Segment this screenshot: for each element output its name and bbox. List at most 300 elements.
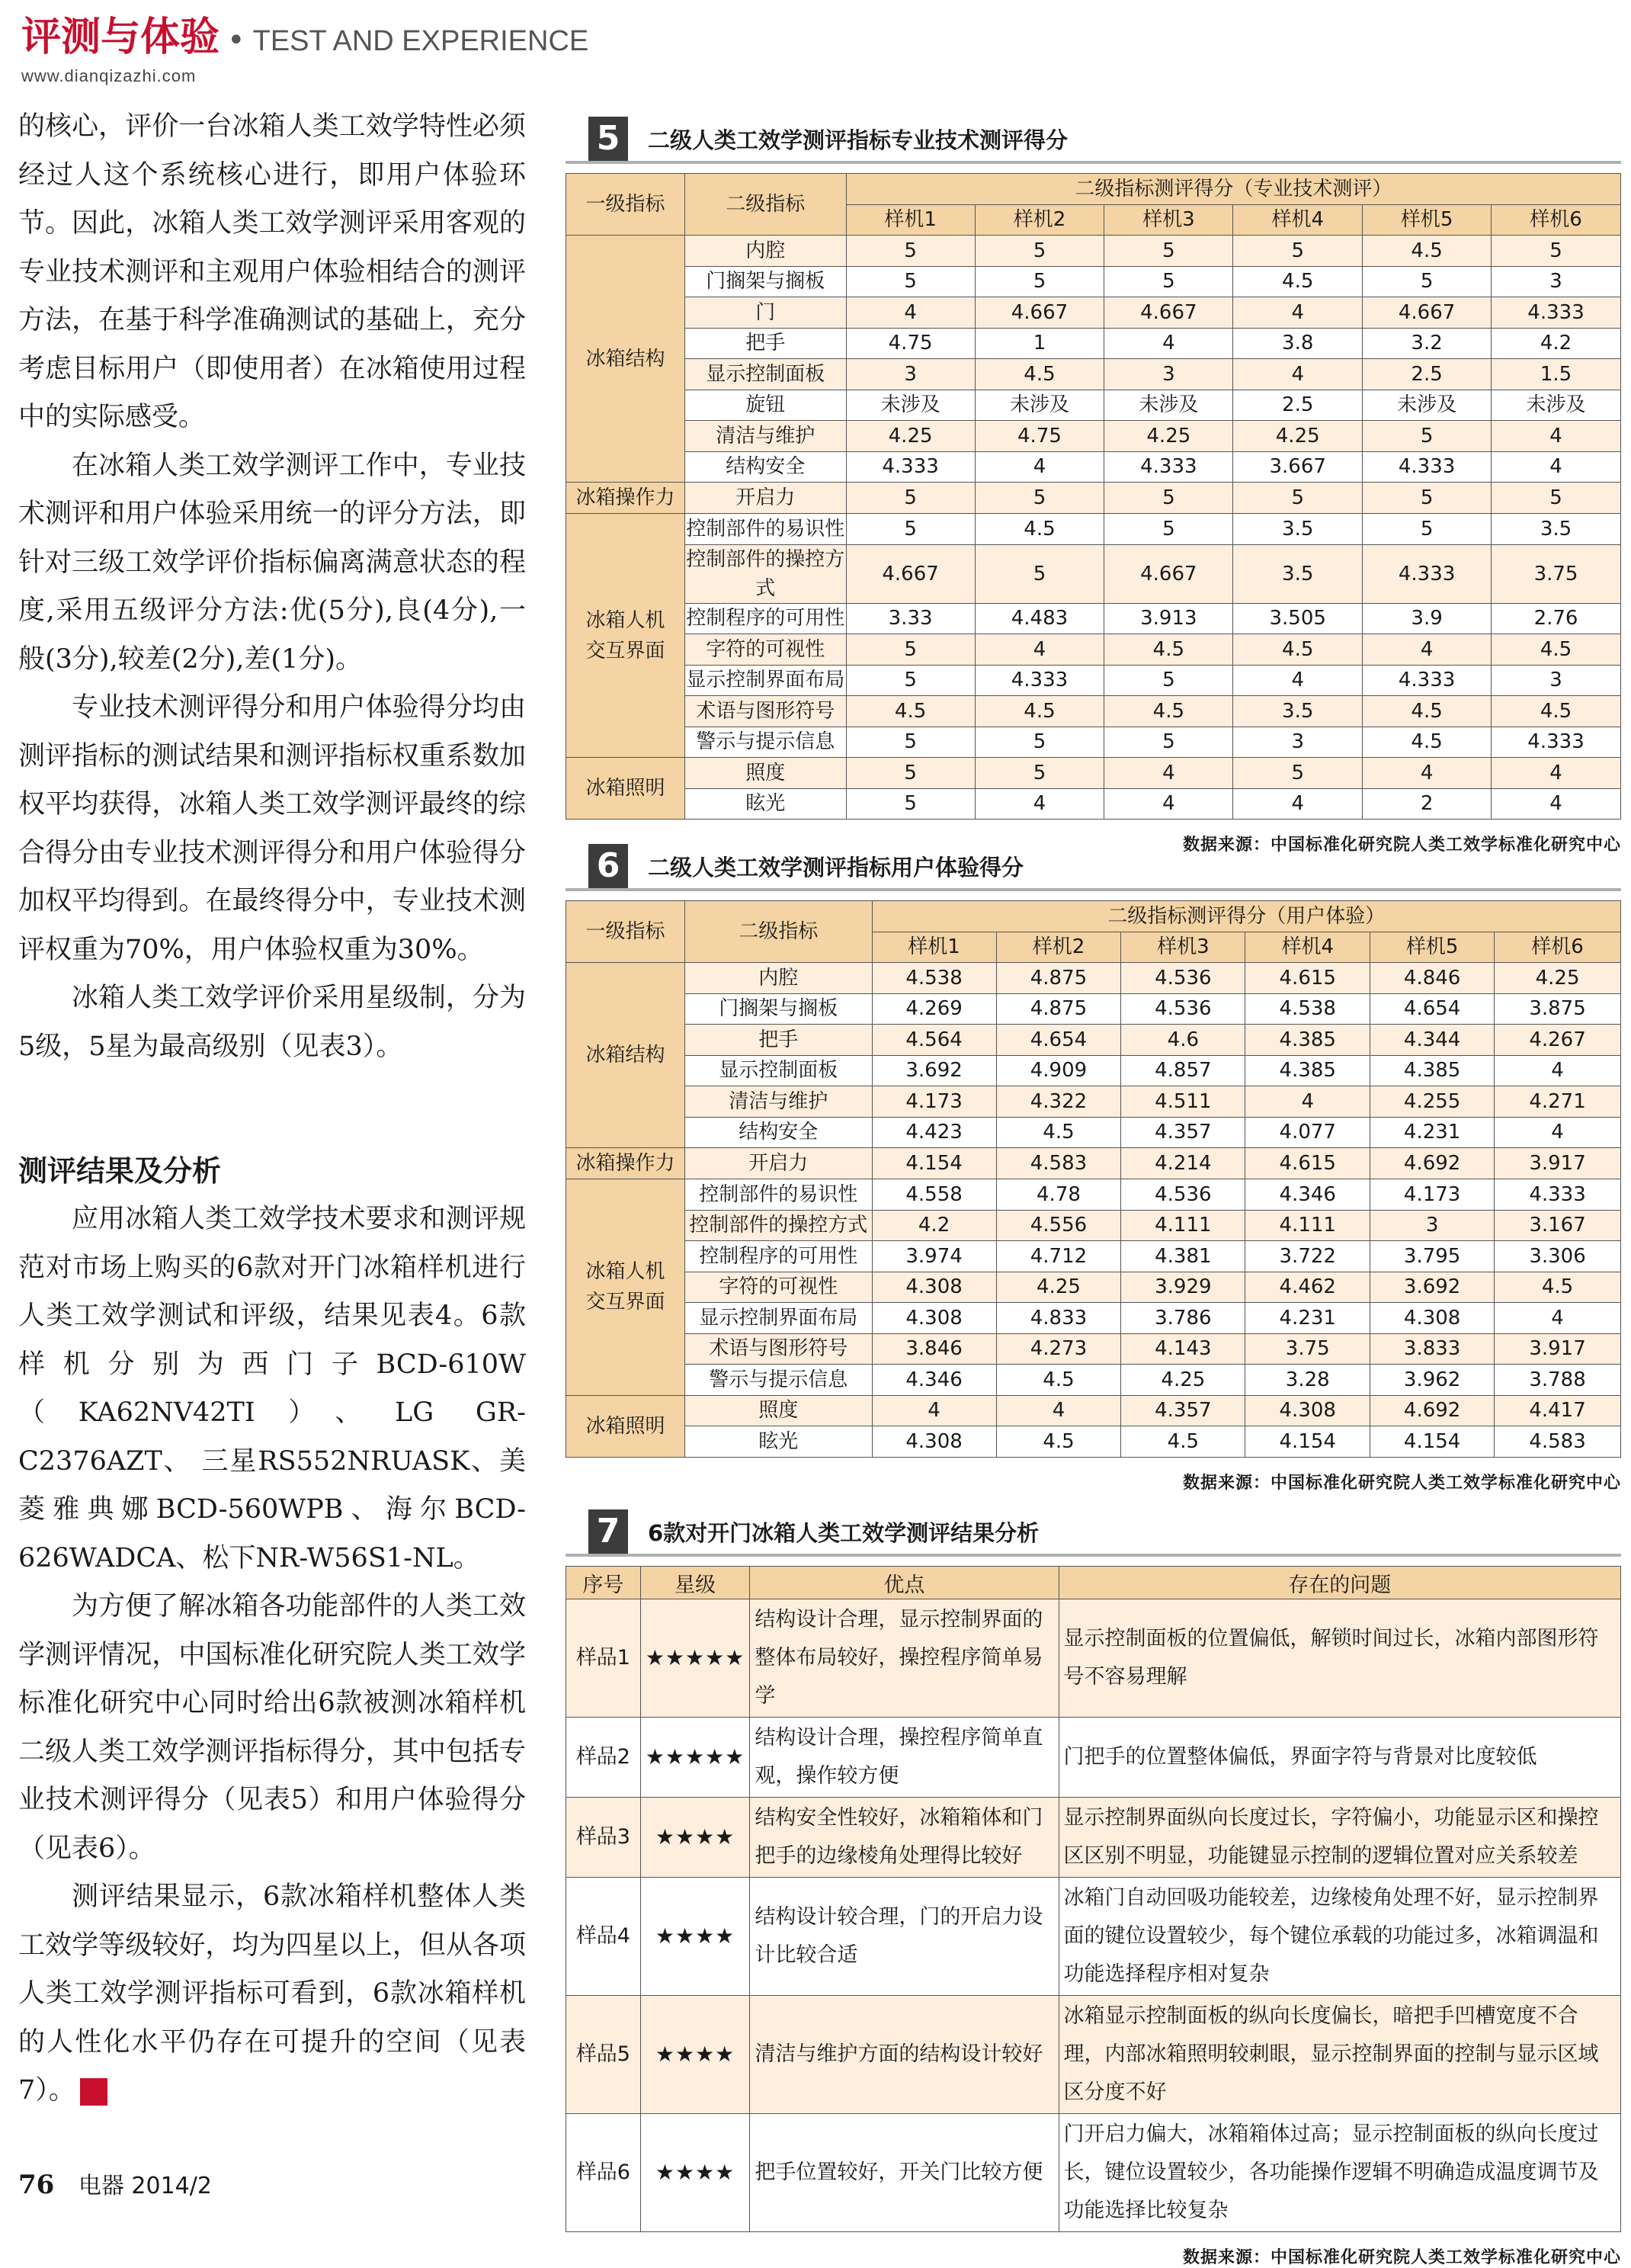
score-cell: 4	[1233, 665, 1363, 696]
score-cell: 4	[1363, 634, 1492, 666]
score-cell: 4.333	[1495, 1179, 1621, 1211]
sample-id-cell: 样品3	[566, 1798, 641, 1878]
score-cell: 4.712	[996, 1241, 1121, 1272]
table-6-source: 数据来源：中国标准化研究院人类工效学标准化研究中心	[1182, 1472, 1621, 1493]
level1-indicator-cell: 冰箱操作力	[566, 483, 685, 514]
score-cell: 3.5	[1233, 544, 1363, 603]
score-cell: 5	[975, 266, 1104, 297]
table-row	[566, 1798, 1621, 1878]
score-cell: 4.385	[1245, 1055, 1370, 1086]
score-cell: 5	[975, 483, 1104, 514]
score-cell: 4.333	[1104, 451, 1233, 483]
table-row	[566, 1025, 1621, 1056]
level2-indicator-cell: 结构安全	[684, 451, 846, 483]
score-cell: 5	[846, 788, 975, 820]
score-cell: 4.333	[1492, 297, 1621, 329]
score-cell: 4.5	[1121, 1426, 1245, 1458]
level2-indicator-cell: 内腔	[684, 963, 872, 994]
page-footer	[18, 2167, 212, 2200]
level1-indicator-cell: 冰箱结构	[566, 963, 685, 1148]
table-row	[566, 359, 1621, 390]
level2-indicator-cell: 门搁架与搁板	[684, 266, 846, 297]
level2-indicator-cell: 控制部件的操控方式	[684, 544, 846, 603]
score-cell: 3.75	[1245, 1333, 1370, 1365]
score-cell: 4.357	[1121, 1395, 1245, 1426]
cons-cell: 显示控制面板的位置偏低，解锁时间过长，冰箱内部图形符号不容易理解	[1059, 1599, 1620, 1718]
score-cell: 4.5	[975, 696, 1104, 727]
level2-indicator-cell: 字符的可视性	[684, 1272, 872, 1303]
score-cell: 未涉及	[1492, 390, 1621, 421]
score-cell: 5	[1233, 483, 1363, 514]
score-cell: 5	[1233, 236, 1363, 267]
score-cell: 2.5	[1233, 390, 1363, 421]
score-cell: 4.308	[872, 1426, 996, 1458]
table-6-header-group: 二级指标测评得分（用户体验）	[872, 901, 1620, 932]
table-7-header-stars: 星级	[640, 1567, 750, 1599]
score-cell: 4.846	[1370, 963, 1495, 994]
table-7-header-cons: 存在的问题	[1059, 1567, 1620, 1599]
score-cell: 4	[1495, 1303, 1621, 1334]
website-url[interactable]: www.dianqizazhi.com	[21, 66, 197, 85]
score-cell: 4.564	[872, 1025, 996, 1056]
table-row	[566, 1272, 1621, 1303]
score-cell: 5	[1363, 421, 1492, 452]
cons-cell: 显示控制界面纵向长度过长，字符偏小，功能显示区和操控区区别不明显，功能键显示控制的逻辑位置对应关系较差	[1059, 1798, 1620, 1878]
table-row	[566, 1878, 1621, 1996]
level2-indicator-cell: 显示控制界面布局	[684, 1303, 872, 1334]
pros-cell: 结构安全性较好，冰箱箱体和门把手的边缘棱角处理得比较好	[750, 1798, 1059, 1878]
table-row	[566, 1210, 1621, 1241]
score-cell: 4.538	[872, 963, 996, 994]
level2-indicator-cell: 控制程序的可用性	[684, 1241, 872, 1272]
level2-indicator-cell: 门	[684, 297, 846, 329]
paragraph-4: 冰箱人类工效学评价采用星级制，分为5级，5星为最高级别（见表3）。	[18, 983, 526, 1062]
table-row	[566, 1241, 1621, 1272]
score-cell: 3.75	[1492, 544, 1621, 603]
score-cell: 4.667	[975, 297, 1104, 329]
level2-indicator-cell: 控制部件的操控方式	[684, 1210, 872, 1241]
score-cell: 4.667	[846, 544, 975, 603]
score-cell: 3.722	[1245, 1241, 1370, 1272]
section-name: 评测与体验	[21, 14, 220, 60]
score-cell: 1.5	[1492, 359, 1621, 390]
score-cell: 5	[846, 665, 975, 696]
table-6-sample-header: 样机1	[872, 932, 996, 963]
score-cell: 4.308	[872, 1272, 996, 1303]
cons-cell: 冰箱门自动回吸功能较差，边缘棱角处理不好，显示控制界面的键位设置较少，每个键位承载的功能过多，冰箱调温和功能选择程序相对复杂	[1059, 1878, 1620, 1996]
score-cell: 5	[1104, 236, 1233, 267]
sample-id-cell: 样品6	[566, 2114, 641, 2232]
star-rating-cell: ★★★★	[640, 1798, 750, 1878]
score-cell: 4	[1495, 1055, 1621, 1086]
score-cell: 2	[1363, 788, 1492, 820]
score-cell: 4	[846, 297, 975, 329]
score-cell: 3.962	[1370, 1365, 1495, 1396]
score-cell: 3.8	[1233, 328, 1363, 359]
score-cell: 4.333	[846, 451, 975, 483]
score-cell: 4.583	[1495, 1426, 1621, 1458]
score-cell: 4	[1104, 758, 1233, 789]
score-cell: 4	[975, 634, 1104, 666]
score-cell: 5	[1104, 483, 1233, 514]
score-cell: 4.667	[1363, 297, 1492, 329]
table-row	[566, 390, 1621, 421]
score-cell: 4.615	[1245, 1148, 1370, 1179]
score-cell: 3.917	[1495, 1148, 1621, 1179]
table-row	[566, 1599, 1621, 1718]
table-6-number: 6	[588, 844, 628, 888]
table-5-sample-header: 样机4	[1233, 204, 1363, 236]
paragraph-1: 的核心，评价一台冰箱人类工效学特性必须经过人这个系统核心进行，即用户体验环节。因此，冰箱人类工效学测评采用客观的专业技术测评和主观用户体验相结合的测评方法，在基于科学准确测试的基础上，充分考虑目标用户（即使用者）在冰箱使用过程中的实际感受。	[18, 111, 526, 432]
score-cell: 4.5	[996, 1117, 1121, 1148]
score-cell: 3.846	[872, 1333, 996, 1365]
score-cell: 4.5	[1363, 236, 1492, 267]
score-cell: 4	[1492, 451, 1621, 483]
table-7-number: 7	[588, 1509, 628, 1554]
score-cell: 3.929	[1121, 1272, 1245, 1303]
score-cell: 5	[846, 634, 975, 666]
table-5-header-level2: 二级指标	[684, 174, 846, 236]
score-cell: 4.25	[846, 421, 975, 452]
score-cell: 5	[846, 727, 975, 758]
table-row	[566, 1333, 1621, 1365]
score-cell: 4.5	[1233, 266, 1363, 297]
score-cell: 4	[1495, 1117, 1621, 1148]
table-row	[566, 1179, 1621, 1211]
score-cell: 5	[846, 236, 975, 267]
table-7-header-pros: 优点	[750, 1567, 1059, 1599]
score-cell: 4.654	[1370, 993, 1495, 1025]
table-6-title: 二级人类工效学测评指标用户体验得分	[648, 854, 1024, 881]
score-cell: 4.5	[996, 1365, 1121, 1396]
table-5-body	[566, 236, 1621, 820]
table-5-title: 二级人类工效学测评指标专业技术测评得分	[648, 127, 1069, 153]
level2-indicator-cell: 字符的可视性	[684, 634, 846, 666]
table-row	[566, 1148, 1621, 1179]
score-cell: 3.833	[1370, 1333, 1495, 1365]
score-cell: 3	[1492, 266, 1621, 297]
table-row	[566, 788, 1621, 820]
level2-indicator-cell: 把手	[684, 328, 846, 359]
score-cell: 3.692	[1370, 1272, 1495, 1303]
table-row	[566, 2114, 1621, 2232]
score-cell: 3.974	[872, 1241, 996, 1272]
end-mark-logo: 电器	[80, 2078, 107, 2106]
table-5-sample-header: 样机2	[975, 204, 1104, 236]
table-row	[566, 758, 1621, 789]
score-cell: 未涉及	[846, 390, 975, 421]
score-cell: 3.28	[1245, 1365, 1370, 1396]
score-cell: 5	[1363, 266, 1492, 297]
score-cell: 5	[975, 544, 1104, 603]
table-row	[566, 483, 1621, 514]
table-5-sample-header: 样机6	[1492, 204, 1621, 236]
score-cell: 4.5	[1495, 1272, 1621, 1303]
table-5-source: 数据来源：中国标准化研究院人类工效学标准化研究中心	[1182, 835, 1621, 855]
score-cell: 4.273	[996, 1333, 1121, 1365]
score-cell: 3	[846, 359, 975, 390]
score-cell: 5	[975, 236, 1104, 267]
table-5-number: 5	[588, 117, 628, 161]
score-cell: 4.346	[1245, 1179, 1370, 1211]
magazine-issue: 电器 2014/2	[78, 2173, 212, 2199]
score-cell: 4.143	[1121, 1333, 1245, 1365]
score-cell: 4.231	[1370, 1117, 1495, 1148]
score-cell: 4.154	[1245, 1426, 1370, 1458]
score-cell: 3	[1370, 1210, 1495, 1241]
table-row	[566, 236, 1621, 267]
table-row	[566, 297, 1621, 329]
score-cell: 未涉及	[1104, 390, 1233, 421]
level2-indicator-cell: 警示与提示信息	[684, 727, 846, 758]
score-cell: 4.692	[1370, 1395, 1495, 1426]
pros-cell: 结构设计合理，显示控制界面的整体布局较好，操控程序简单易学	[750, 1599, 1059, 1718]
level1-indicator-cell: 冰箱人机交互界面	[566, 514, 685, 758]
score-cell: 3.2	[1363, 328, 1492, 359]
score-cell: 4.875	[996, 963, 1121, 994]
pros-cell: 把手位置较好，开关门比较方便	[750, 2114, 1059, 2232]
score-cell: 4.909	[996, 1055, 1121, 1086]
level2-indicator-cell: 显示控制界面布局	[684, 665, 846, 696]
level2-indicator-cell: 警示与提示信息	[684, 1365, 872, 1396]
score-cell: 5	[1104, 266, 1233, 297]
page-number: 76	[18, 2170, 55, 2200]
score-cell: 4	[872, 1395, 996, 1426]
score-cell: 4.654	[996, 1025, 1121, 1056]
table-row	[566, 266, 1621, 297]
score-cell: 5	[975, 727, 1104, 758]
score-cell: 3.692	[872, 1055, 996, 1086]
score-cell: 4.615	[1245, 963, 1370, 994]
pros-cell: 结构设计较合理，门的开启力设计比较合适	[750, 1878, 1059, 1996]
score-cell: 4.5	[996, 1426, 1121, 1458]
score-cell: 4.333	[1363, 451, 1492, 483]
score-cell: 4.25	[1104, 421, 1233, 452]
table-5-sample-header: 样机3	[1104, 204, 1233, 236]
score-cell: 4.357	[1121, 1117, 1245, 1148]
table-row	[566, 1718, 1621, 1798]
score-cell: 5	[975, 758, 1104, 789]
score-cell: 4.5	[846, 696, 975, 727]
table-row	[566, 727, 1621, 758]
pros-cell: 清洁与维护方面的结构设计较好	[750, 1996, 1059, 2114]
score-cell: 5	[1104, 514, 1233, 545]
table-row	[566, 665, 1621, 696]
score-cell: 3.795	[1370, 1241, 1495, 1272]
table-row	[566, 1395, 1621, 1426]
score-cell: 4.25	[996, 1272, 1121, 1303]
score-cell: 4.692	[1370, 1148, 1495, 1179]
score-cell: 5	[846, 514, 975, 545]
score-cell: 4.583	[996, 1148, 1121, 1179]
score-cell: 4.077	[1245, 1117, 1370, 1148]
score-cell: 3.167	[1495, 1210, 1621, 1241]
table-6-sample-header: 样机5	[1370, 932, 1495, 963]
score-cell: 3.875	[1495, 993, 1621, 1025]
level2-indicator-cell: 控制部件的易识性	[684, 1179, 872, 1211]
score-cell: 未涉及	[1363, 390, 1492, 421]
pros-cell: 结构设计合理，操控程序简单直观，操作较方便	[750, 1718, 1059, 1798]
score-cell: 4.333	[1492, 727, 1621, 758]
score-cell: 4.346	[872, 1365, 996, 1396]
score-cell: 4	[1104, 328, 1233, 359]
level2-indicator-cell: 内腔	[684, 236, 846, 267]
table-6-block	[566, 844, 1621, 1493]
header-bullet: •	[227, 23, 245, 58]
level2-indicator-cell: 术语与图形符号	[684, 1333, 872, 1365]
score-cell: 3.9	[1363, 603, 1492, 634]
score-cell: 5	[846, 483, 975, 514]
level2-indicator-cell: 显示控制面板	[684, 359, 846, 390]
score-cell: 4.667	[1104, 544, 1233, 603]
level1-indicator-cell: 冰箱结构	[566, 236, 685, 483]
score-cell: 4.255	[1370, 1086, 1495, 1118]
score-cell: 4.173	[1370, 1179, 1495, 1211]
level2-indicator-cell: 控制部件的易识性	[684, 514, 846, 545]
table-row	[566, 328, 1621, 359]
score-cell: 3.667	[1233, 451, 1363, 483]
star-rating-cell: ★★★★	[640, 2114, 750, 2232]
score-cell: 4.154	[1370, 1426, 1495, 1458]
paragraph-6: 为方便了解冰箱各功能部件的人类工效学测评情况，中国标准化研究院人类工效学标准化研究中心同时给出6款被测冰箱样机二级人类工效学测评指标得分，其中包括专业技术测评得分（见表5）和用户体验得分（见表6）。	[18, 1591, 526, 1864]
table-7-body	[566, 1599, 1621, 2232]
score-cell: 4.5	[1492, 634, 1621, 666]
level2-indicator-cell: 显示控制面板	[684, 1055, 872, 1086]
table-7-block	[566, 1509, 1621, 2268]
table-7-title: 6款对开门冰箱人类工效学测评结果分析	[648, 1519, 1040, 1546]
table-6-sample-header: 样机3	[1121, 932, 1245, 963]
cons-cell: 冰箱显示控制面板的纵向长度偏长，暗把手凹槽宽度不合理，内部冰箱照明较刺眼，显示控制界面的控制与显示区域区分度不好	[1059, 1996, 1620, 2114]
score-cell: 4	[1233, 359, 1363, 390]
level2-indicator-cell: 把手	[684, 1025, 872, 1056]
score-cell: 4.25	[1121, 1365, 1245, 1396]
table-7-title-bar	[566, 1509, 1621, 1557]
score-cell: 4.536	[1121, 1179, 1245, 1211]
score-cell: 3.33	[846, 603, 975, 634]
score-cell: 4.344	[1370, 1025, 1495, 1056]
table-6-title-bar	[566, 844, 1621, 891]
level1-indicator-cell: 冰箱照明	[566, 1395, 685, 1457]
table-6-header-level2: 二级指标	[684, 901, 872, 963]
score-cell: 4	[1233, 788, 1363, 820]
score-cell: 4.462	[1245, 1272, 1370, 1303]
score-cell: 4.6	[1121, 1025, 1245, 1056]
article-body	[18, 103, 526, 2128]
score-cell: 5	[1492, 483, 1621, 514]
star-rating-cell: ★★★★	[640, 1996, 750, 2114]
score-cell: 4.154	[872, 1148, 996, 1179]
sample-id-cell: 样品1	[566, 1599, 641, 1718]
score-cell: 4.111	[1121, 1210, 1245, 1241]
table-5-header-group: 二级指标测评得分（专业技术测评）	[846, 174, 1620, 205]
table-row	[566, 696, 1621, 727]
score-cell: 1	[975, 328, 1104, 359]
table-row	[566, 963, 1621, 994]
score-cell: 4.423	[872, 1117, 996, 1148]
score-cell: 4.173	[872, 1086, 996, 1118]
table-row	[566, 634, 1621, 666]
level2-indicator-cell: 清洁与维护	[684, 1086, 872, 1118]
score-cell: 4	[1245, 1086, 1370, 1118]
score-cell: 4.538	[1245, 993, 1370, 1025]
score-cell: 4	[996, 1395, 1121, 1426]
level2-indicator-cell: 结构安全	[684, 1117, 872, 1148]
score-cell: 4	[1363, 758, 1492, 789]
score-cell: 5	[846, 758, 975, 789]
score-cell: 4.5	[1233, 634, 1363, 666]
star-rating-cell: ★★★★★	[640, 1718, 750, 1798]
score-cell: 3.788	[1495, 1365, 1621, 1396]
table-6	[566, 900, 1621, 1458]
level2-indicator-cell: 开启力	[684, 483, 846, 514]
score-cell: 3.5	[1492, 514, 1621, 545]
score-cell: 4	[1492, 788, 1621, 820]
level2-indicator-cell: 旋钮	[684, 390, 846, 421]
table-7	[566, 1566, 1621, 2232]
sample-id-cell: 样品4	[566, 1878, 641, 1996]
level1-indicator-cell: 冰箱人机交互界面	[566, 1179, 685, 1396]
cons-cell: 门把手的位置整体偏低，界面字符与背景对比度较低	[1059, 1718, 1620, 1798]
score-cell: 4.5	[975, 359, 1104, 390]
score-cell: 3.917	[1495, 1333, 1621, 1365]
score-cell: 4.556	[996, 1210, 1121, 1241]
star-rating-cell: ★★★★★	[640, 1599, 750, 1718]
score-cell: 4	[975, 788, 1104, 820]
score-cell: 4.536	[1121, 993, 1245, 1025]
sample-id-cell: 样品2	[566, 1718, 641, 1798]
table-6-header-level1: 一级指标	[566, 901, 685, 963]
table-5-sample-header: 样机5	[1363, 204, 1492, 236]
level2-indicator-cell: 眩光	[684, 788, 846, 820]
score-cell: 4.2	[872, 1210, 996, 1241]
table-7-source: 数据来源：中国标准化研究院人类工效学标准化研究中心	[1182, 2247, 1621, 2267]
score-cell: 4.857	[1121, 1055, 1245, 1086]
score-cell: 4.271	[1495, 1086, 1621, 1118]
score-cell: 4.385	[1245, 1025, 1370, 1056]
table-row	[566, 451, 1621, 483]
table-7-header-id: 序号	[566, 1567, 641, 1599]
score-cell: 5	[1104, 727, 1233, 758]
score-cell: 5	[1233, 758, 1363, 789]
table-row	[566, 421, 1621, 452]
score-cell: 4.308	[872, 1303, 996, 1334]
table-5-sample-header: 样机1	[846, 204, 975, 236]
score-cell: 4.385	[1370, 1055, 1495, 1086]
header-row	[21, 5, 588, 62]
paragraph-3: 专业技术测评得分和用户体验得分均由测评指标的测试结果和测评指标权重系数加权平均获得，冰箱人类工效学测评最终的综合得分由专业技术测评得分和用户体验得分加权平均得到。在最终得分中，专业技术测评权重为70%，用户体验权重为30%。	[18, 692, 526, 965]
score-cell: 4.536	[1121, 963, 1245, 994]
table-6-sample-header: 样机6	[1495, 932, 1621, 963]
score-cell: 4.333	[975, 665, 1104, 696]
paragraph-2: 在冰箱人类工效学测评工作中，专业技术测评和用户体验采用统一的评分方法，即针对三级工效学评价指标偏离满意状态的程度,采用五级评分方法:优(5分),良(4分),一般(3分),较差(2分),差(1分)。	[18, 450, 526, 675]
table-5-header-level1: 一级指标	[566, 174, 685, 236]
table-row	[566, 1426, 1621, 1458]
paragraph-7-text: 测评结果显示，6款冰箱样机整体人类工效学等级较好，均为四星以上，但从各项人类工效学测评指标可看到，6款冰箱样机的人性化水平仍存在可提升的空间（见表7）。	[18, 1881, 526, 2106]
score-cell: 3.5	[1233, 696, 1363, 727]
star-rating-cell: ★★★★	[640, 1878, 750, 1996]
score-cell: 4	[975, 451, 1104, 483]
score-cell: 5	[846, 266, 975, 297]
table-6-sample-header: 样机4	[1245, 932, 1370, 963]
score-cell: 4.5	[1492, 696, 1621, 727]
level1-indicator-cell: 冰箱操作力	[566, 1148, 685, 1179]
score-cell: 5	[1363, 483, 1492, 514]
score-cell: 5	[1492, 236, 1621, 267]
score-cell: 4.78	[996, 1179, 1121, 1211]
score-cell: 2.76	[1492, 603, 1621, 634]
table-row	[566, 1365, 1621, 1396]
score-cell: 4.833	[996, 1303, 1121, 1334]
